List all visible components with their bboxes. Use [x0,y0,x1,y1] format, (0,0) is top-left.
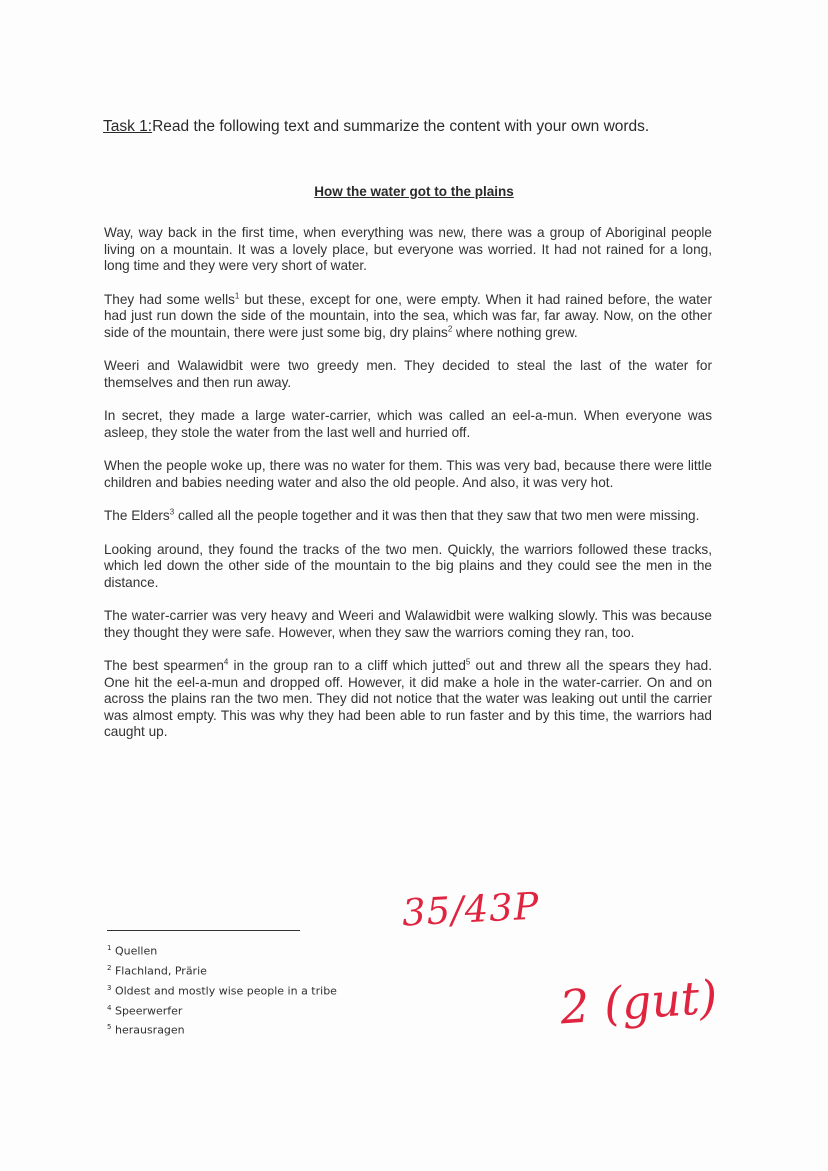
paragraph-text: but these, except for one, were empty. When it had rained before, the water had just run down the side of the mountain, into the sea, which was far, far away. Now, on the other side of the mountain, there were just some big, dry plains [104,291,712,340]
paragraph-text: They had some wells [104,291,235,307]
paragraph-text: in the group ran to a cliff which jutted [228,658,466,673]
paragraph-text: Weeri and Walawidbit were two greedy men. They decided to steal the last of the water for themselves and then run away. [104,358,712,390]
footnote-divider [107,930,300,931]
paragraph-text: Looking around, they found the tracks of the two men. Quickly, the warriors followed these tracks, which led down the other side of the mountain to the big plains and they could see the men in the distance. [104,541,712,590]
paragraph-text: where nothing grew. [452,324,578,340]
story-paragraph [104,542,712,592]
footnote-text: Flachland, Prärie [114,964,207,978]
paragraph-text: When the people woke up, there was no water for them. This was very bad, because there were little children and babies needing water and also the old people. And also, it was very hot. [104,458,712,490]
paragraph-text: The best spearmen [104,658,224,673]
paragraph-text: The water-carrier was very heavy and Weeri and Walawidbit were walking slowly. This was because they thought they were safe. However, when they saw the warriors coming they ran, too. [104,608,712,640]
footnote-ref: 5 [465,657,471,667]
story-paragraph [104,508,712,525]
footnote-item [107,1000,407,1020]
footnote-text: Oldest and mostly wise people in a tribe [114,984,337,998]
footnote-item [107,1019,407,1039]
story-paragraph [104,608,712,641]
paragraph-text: called all the people together and it was then that they saw that two men were missing. [174,508,700,523]
footnote-number: 4 [107,1003,112,1012]
footnote-item [107,980,407,1000]
footnote-ref: 2 [447,323,453,333]
task-text: Read the following text and summarize the content with your own words. [152,118,650,135]
footnote-ref: 3 [169,507,175,517]
task-label: Task 1: [103,118,153,135]
story-paragraph [104,658,712,741]
story-paragraph [104,292,712,342]
story-title: How the water got to the plains [314,184,514,199]
story-paragraph [104,358,712,391]
footnote-ref: 1 [234,290,240,300]
footnote-text: Speerwerfer [114,1004,183,1018]
footnote-item [107,960,407,980]
story-paragraph [104,458,712,491]
task-instruction [103,118,743,136]
footnote-item [107,940,407,960]
footnote-ref: 4 [223,657,229,667]
footnote-text: Quellen [114,944,158,958]
footnote-number: 2 [107,963,112,972]
footnote-number: 1 [107,944,112,952]
footnote-number: 5 [107,1023,112,1032]
story-paragraph [104,408,712,441]
footnote-number: 3 [107,983,112,992]
footnote-text: herausragen [114,1024,185,1038]
paragraph-text: The Elders [104,508,170,523]
story-paragraph [104,225,712,275]
paragraph-text: In secret, they made a large water-carrier, which was called an eel-a-mun. When everyone was asleep, they stole the water from the last well and hurried off. [104,408,712,440]
paragraph-text: out and threw all the spears they had. One hit the eel-a-mun and dropped off. However, it did make a hole in the water-carrier. On and on across the plains ran the two men. They did not notice that the water was leaking out until the carrier was almost empty. This was why they had been able to run faster and by this time, the warriors had caught up. [104,658,713,739]
paragraph-text: Way, way back in the first time, when everything was new, there was a group of Aboriginal people living on a mountain. It was a lovely place, but everyone was worried. It had not rained for a long, long time and they were very short of water. [104,225,712,273]
handwritten-score: 35/43P [400,884,541,935]
handwritten-grade: 2 (gut) [558,969,720,1035]
story-body [104,225,712,758]
footnotes [107,940,407,1039]
